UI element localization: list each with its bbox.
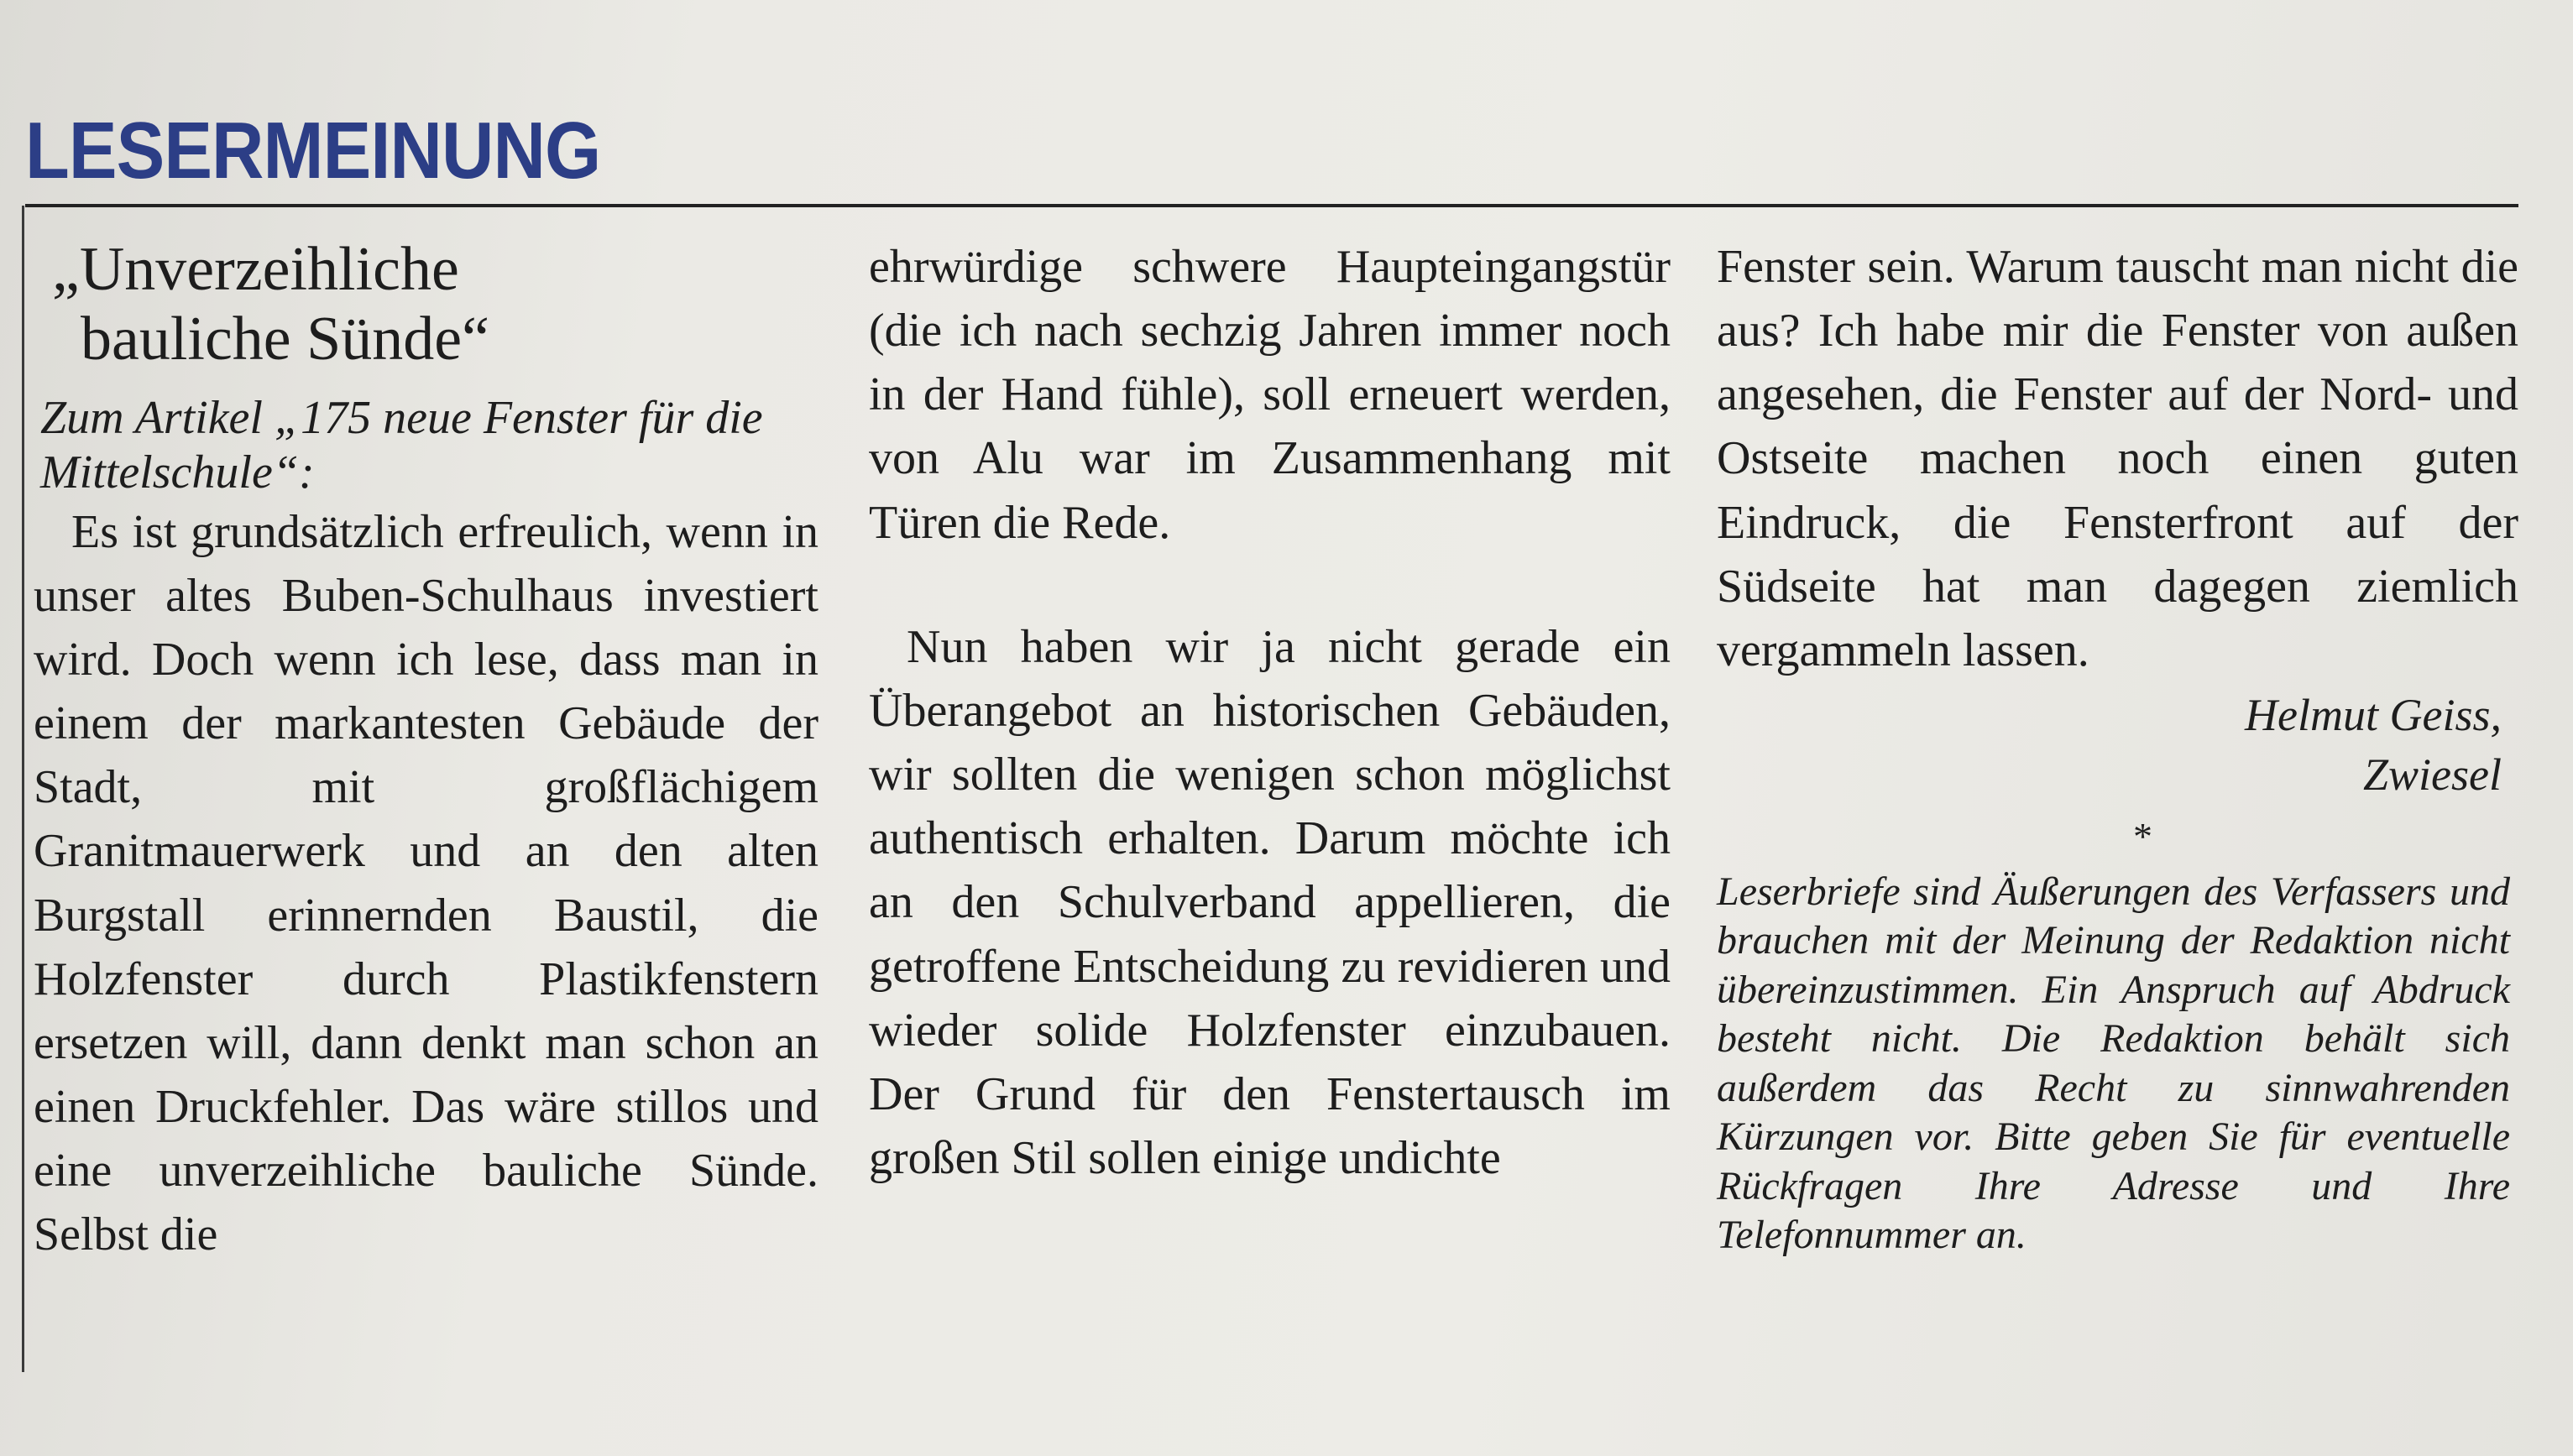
column-3 — [1717, 235, 2518, 1260]
letter-paragraph-1: Es ist grundsätzlich erfreulich, wenn in unser altes Buben-Schulhaus investiert wird. Doch wenn ich lese, dass man in einem der markantesten Gebäude der Stadt, mit großflächigem Granitmauerwerk und an den alten Burgstall erinnernden Baustil, die Holzfenster durch Plastikfenstern ersetzen will, dann denkt man schon an einen Druckfehler. Das wäre stillos und eine unverzeihliche bauliche Sünde. Selbst die — [34, 505, 818, 1261]
editorial-disclaimer: Leserbriefe sind Äußerungen des Verfassers und brauchen mit der Meinung der Redaktion nicht übereinzustimmen. Ein Anspruch auf Abdruck besteht nicht. Die Redaktion behält sich außerdem das Recht zu sinnwahrenden Kürzungen vor. Bitte geben Sie für eventuelle Rückfragen Ihre Adresse und Ihre Telefonnummer an. — [1717, 869, 2510, 1258]
article-headline — [52, 235, 818, 374]
letter-paragraph-2: Nun haben wir ja nicht gerade ein Überangebot an historischen Gebäuden, wir sollten die wenigen schon möglichst authentisch erhalten. Darum möchte ich an den Schulverband appellieren, die getroffene Entscheidung zu revidieren und wieder solide Holzfenster einzubauen. Der Grund für den Fenstertausch im großen Stil sollen einige undichte — [869, 620, 1671, 1185]
column-2 — [869, 235, 1671, 1190]
separator-asterisk: * — [2133, 814, 2152, 858]
column-edge-rule — [22, 206, 24, 1372]
letter-paragraph-end: Fenster sein. Warum tauscht man nicht die aus? Ich habe mir die Fenster von außen angesehen, die Fenster auf der Nord- und Ostseite machen noch einen guten Eindruck, die Fensterfront auf der Südseite hat man dagegen ziemlich vergammeln lassen. — [1717, 241, 2518, 676]
column-1 — [34, 235, 818, 1267]
headline-line-1: „Unverzeihliche — [52, 235, 459, 304]
article-reference: Zum Artikel „175 neue Fenster für die Mittelschule“: — [40, 391, 763, 498]
author-signature — [1717, 686, 2502, 806]
section-rule — [25, 204, 2518, 207]
author-place: Zwiesel — [2362, 749, 2502, 801]
section-rubric: LESERMEINUNG — [25, 106, 601, 196]
headline-line-2: bauliche Sünde“ — [81, 304, 489, 373]
author-name: Helmut Geiss, — [2245, 690, 2502, 741]
letter-paragraph-continued: ehrwürdige schwere Haupteingangstür (die ich nach sechzig Jahren immer noch in der Hand fühle), soll erneuert werden, von Alu war im Zusammenhang mit Türen die Rede. — [869, 241, 1671, 549]
